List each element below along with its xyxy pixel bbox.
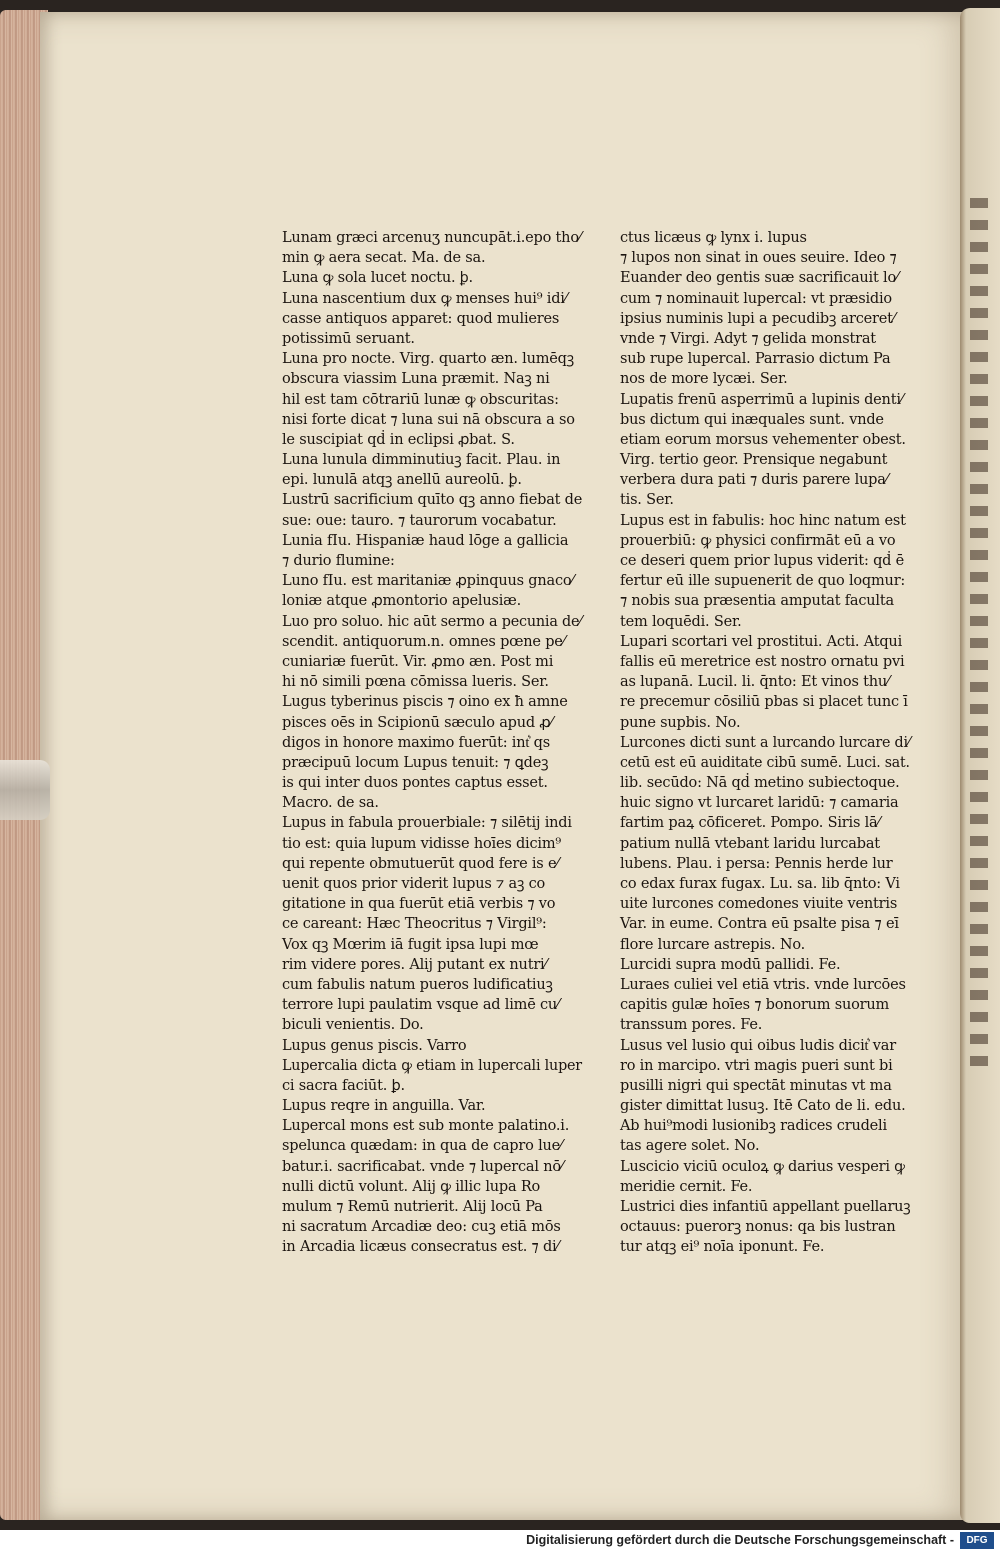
text-line: Macro. de sa. — [282, 795, 379, 812]
facing-page-line — [970, 594, 1000, 604]
text-line: batur.i. sacrificabat. vnde ⁊ lupercal nō⁄ — [282, 1158, 564, 1175]
facing-page-line — [970, 990, 1000, 1000]
facing-page-line — [970, 374, 1000, 384]
text-line: vnde ⁊ Virgi. Adyt ⁊ gelida monstrat — [620, 330, 876, 347]
facing-page-line — [970, 924, 1000, 934]
text-line: meridie cernit. Fe. — [620, 1178, 753, 1195]
text-line: casse antiquos apparet: quod mulieres — [282, 310, 560, 327]
text-line: ci sacra faciūt. ꝧ. — [282, 1077, 405, 1094]
text-line: lib. secūdo: Nā qḋ metino subiectoque. — [620, 775, 900, 792]
text-line: co edax furax fugax. Lu. sa. lib q̄nto: Vi — [620, 876, 900, 892]
text-line: Lupatis frenū asperrimū a lupinis denti⁄ — [620, 391, 903, 408]
text-line: fartim paꝝ cōficeret. Pompo. Siris lā⁄ — [620, 815, 880, 832]
text-line: Lurcidi supra modū pallidi. Fe. — [620, 956, 841, 973]
text-line: ni sacratum Arcadiæ deo: cuꝫ etiā mōs — [282, 1219, 561, 1236]
text-line: Lupari scortari vel prostitui. Acti. Atqui — [620, 633, 903, 650]
text-line: Lupercalia dicta ꝙ etiam in lupercali luper — [282, 1057, 582, 1074]
right-text-column — [620, 228, 910, 1258]
facing-page-line — [970, 528, 1000, 538]
text-line: Lunam græci arcenuʒ nuncupāt.i.epo tho⁄ — [282, 230, 582, 246]
text-line: tem loquēdi. Ser. — [620, 613, 742, 630]
facing-page-line — [970, 946, 1000, 956]
text-line: loniæ atque ꝓmontorio apelusiæ. — [282, 593, 521, 610]
text-line: biculi venientis. Do. — [282, 1017, 424, 1034]
text-line: sue: oue: tauro. ⁊ taurorum vocabatur. — [282, 512, 557, 529]
text-line: præcipuū locum Lupus tenuit: ⁊ ꝗdeꝫ — [282, 754, 549, 771]
text-line: cum ⁊ nominauit lupercal: vt præsidio — [620, 290, 892, 307]
text-line: uenit quos prior viderit lupus ⁊ aꝫ co — [282, 876, 546, 892]
facing-page-line — [970, 682, 1000, 692]
text-line: obscura viassim Luna præmit. Naꝫ ni — [282, 371, 550, 388]
facing-page-edge — [960, 8, 1000, 1523]
text-line: tur atqꝫ ei⁹ noīa iponunt. Fe. — [620, 1239, 825, 1256]
text-line: Lustrici dies infantiū appellant puellaruꝫ — [620, 1199, 911, 1215]
facing-page-line — [970, 550, 1000, 560]
text-line: rim videre pores. Alij putant ex nutri⁄ — [282, 956, 547, 973]
text-line: ipsius numinis lupi a pecudibꝫ arceret⁄ — [620, 310, 896, 327]
footer-bar — [0, 1530, 1000, 1552]
text-line: Lupus in fabula prouerbiale: ⁊ silētij indi — [282, 815, 572, 832]
text-line: nulli dictū volunt. Alij ꝙ illic lupa Ro — [282, 1178, 541, 1195]
text-line: ⁊ durio flumine: — [282, 553, 395, 569]
text-line: Luna ꝙ sola lucet noctu. ꝧ. — [282, 270, 473, 287]
text-line: ce careant: Hæc Theocritus ⁊ Virgil⁹: — [282, 916, 547, 933]
facing-page-line — [970, 1034, 1000, 1044]
facing-page-line — [970, 902, 1000, 912]
facing-page-line — [970, 1012, 1000, 1022]
text-line: prouerbiū: ꝙ physici confirmāt eū a vo — [620, 532, 896, 549]
text-line: Var. in eume. Contra eū psalte pisa ⁊ eī — [620, 916, 899, 933]
text-line: cum fabulis natum pueros ludificatiuꝫ — [282, 976, 553, 993]
facing-page-line — [970, 704, 1000, 714]
text-line: Lupercal mons est sub monte palatino.i. — [282, 1118, 570, 1135]
text-line: ro in marcipo. vtri magis pueri sunt bi — [620, 1057, 893, 1074]
facing-page-line — [970, 1056, 1000, 1066]
text-line: tis. Ser. — [620, 492, 674, 509]
facing-page-line — [970, 418, 1000, 428]
text-line: Virg. tertio geor. Prensique negabunt — [620, 452, 888, 469]
facing-page-line — [970, 286, 1000, 296]
text-line: gister dimittat lusuꝫ. Itē Cato de li. edu. — [620, 1098, 906, 1115]
text-line: pune supbis. No. — [620, 714, 741, 731]
text-line: Luraes culiei vel etiā vtris. vnde lurcōes — [620, 976, 906, 993]
text-line: hil est tam cōtrariū lunæ ꝙ obscuritas: — [282, 391, 559, 408]
left-text-column — [282, 228, 582, 1258]
text-line: Lupus est in fabulis: hoc hinc natum est — [620, 512, 906, 529]
facing-page-line — [970, 220, 1000, 230]
text-line: Luo pro soluo. hic aūt sermo a pecunia de⁄ — [282, 613, 582, 630]
text-line: Ab hui⁹modi lusionibꝫ radices crudeli — [620, 1118, 887, 1135]
text-line: ctus licæus ꝙ lynx i. lupus — [620, 230, 807, 246]
text-line: ce deseri quem prior lupus viderit: qḋ ē — [620, 553, 905, 569]
text-line: Luna nascentium dux ꝙ menses hui⁹ idi⁄ — [282, 290, 567, 307]
text-line: transsum pores. Fe. — [620, 1017, 763, 1034]
page-clip — [0, 760, 50, 820]
text-line: Luno fIu. est maritaniæ ꝓpinquus gnaco⁄ — [282, 573, 574, 590]
text-line: Luna pro nocte. Virg. quarto æn. lumēqꝫ — [282, 351, 574, 368]
facing-page-line — [970, 836, 1000, 846]
text-line: Luscicio viciū oculoꝝ ꝙ darius vesperi ꝙ — [620, 1158, 905, 1175]
text-line: capitis gulæ hoīes ⁊ bonorum suorum — [620, 997, 890, 1014]
text-line: terrore lupi paulatim vsque ad limē cu⁄ — [282, 997, 560, 1014]
text-line: fallis eū meretrice est nostro ornatu pvi — [620, 653, 905, 670]
text-line: re precemur cōsiliū pbas si placet tunc ī — [620, 694, 908, 711]
text-line: in Arcadia licæus consecratus est. ⁊ di⁄ — [282, 1239, 559, 1256]
text-line: spelunca quædam: in qua de capro lue⁄ — [282, 1138, 563, 1155]
text-line: min ꝙ aera secat. Ma. de sa. — [282, 250, 486, 267]
text-line: Lustrū sacrificium quīto qꝫ anno fiebat de — [282, 492, 583, 509]
text-line: potissimū seruant. — [282, 330, 415, 347]
text-line: uite lurcones comedones viuite ventris — [620, 896, 898, 913]
text-line: nos de more lycæi. Ser. — [620, 371, 788, 388]
text-line: bus dictum qui inæquales sunt. vnde — [620, 411, 884, 428]
facing-page-line — [970, 330, 1000, 340]
facing-page-line — [970, 748, 1000, 758]
text-line: Luna lunula dimminutiuꝫ facit. Plau. in — [282, 452, 561, 469]
text-line: cuniariæ fuerūt. Vir. ꝓmo æn. Post mi — [282, 653, 554, 670]
facing-page-line — [970, 880, 1000, 890]
text-line: hi nō simili pœna cōmissa lueris. Ser. — [282, 674, 549, 691]
facing-page-line — [970, 308, 1000, 318]
facing-page-line — [970, 264, 1000, 274]
facing-page-line — [970, 660, 1000, 670]
text-line: gitatione in qua fuerūt etiā verbis ⁊ vo — [282, 896, 556, 913]
text-line: nisi forte dicat ⁊ luna sui nā obscura a so — [282, 411, 575, 428]
text-line: lubens. Plau. i persa: Pennis herde lur — [620, 855, 893, 872]
text-line: epi. lunulā atqꝫ anellū aureolū. ꝧ. — [282, 472, 522, 489]
text-line: etiam eorum morsus vehementer obest. — [620, 431, 906, 448]
facing-page-line — [970, 770, 1000, 780]
facing-page-line — [970, 242, 1000, 252]
text-line: cetū est eū auiditate cibū sumē. Luci. sat. — [620, 754, 910, 771]
facing-page-text-fragments — [970, 198, 1000, 1078]
text-line: verbera dura pati ⁊ duris parere lupa⁄ — [620, 472, 888, 489]
facing-page-line — [970, 462, 1000, 472]
text-line: le suscipiat qḋ in eclipsi ꝓbat. S. — [282, 431, 515, 448]
facing-page-line — [970, 792, 1000, 802]
facing-page-line — [970, 396, 1000, 406]
facing-page-line — [970, 506, 1000, 516]
text-line: ⁊ nobis sua præsentia amputat faculta — [620, 593, 894, 610]
text-line: flore lurcare astrepis. No. — [620, 936, 806, 953]
text-line: fertur eū ille supuenerit de quo loqmur: — [620, 573, 906, 590]
facing-page-line — [970, 814, 1000, 824]
text-line: Vox qꝫ Mœrim iā fugit ipsa lupi mœ — [282, 936, 539, 953]
facing-page-line — [970, 726, 1000, 736]
text-line: tio est: quia lupum vidisse hoīes dicim⁹ — [282, 835, 562, 852]
text-line: pisces oēs in Scipionū sæculo apud ꝓ⁄ — [282, 714, 553, 731]
facing-page-line — [970, 968, 1000, 978]
facing-page-line — [970, 858, 1000, 868]
text-line: sub rupe lupercal. Parrasio dictum Pa — [620, 351, 891, 368]
facing-page-line — [970, 198, 1000, 208]
text-line: Lunia fIu. Hispaniæ haud lōge a gallicia — [282, 532, 569, 549]
text-line: octauus: puerorꝫ nonus: qa bis lustran — [620, 1219, 896, 1236]
text-line: Lupus reqre in anguilla. Var. — [282, 1098, 486, 1115]
facing-page-line — [970, 638, 1000, 648]
text-line: is qui inter duos pontes captus esset. — [282, 775, 548, 792]
facing-page-line — [970, 616, 1000, 626]
dfg-logo: DFG — [960, 1532, 994, 1549]
facing-page-line — [970, 440, 1000, 450]
text-line: ⁊ lupos non sinat in oues seuire. Ideo ⁊ — [620, 250, 897, 267]
text-line: Lurcones dicti sunt a lurcando lurcare di⁄ — [620, 734, 911, 751]
text-line: qui repente obmutuerūt quod fere is e⁄ — [282, 855, 559, 872]
text-line: Lupus genus piscis. Varro — [282, 1037, 467, 1054]
text-line: as lupanā. Lucil. li. q̄nto: Et vinos thu⁄ — [620, 674, 890, 691]
facing-page-line — [970, 572, 1000, 582]
text-line: digos in honore maximo fuerūt: int͛ qs — [282, 734, 550, 751]
text-line: Lusus vel lusio qui oibus ludis dicit͛ var — [620, 1037, 896, 1054]
text-line: scendit. antiquorum.n. omnes pœne pe⁄ — [282, 633, 565, 650]
text-line: Euander deo gentis suæ sacrificauit lo⁄ — [620, 270, 899, 287]
text-line: tas agere solet. No. — [620, 1138, 760, 1155]
text-line: mulum ⁊ Remū nutrierit. Alij locū Pa — [282, 1199, 543, 1215]
text-line: huic signo vt lurcaret laridū: ⁊ camaria — [620, 795, 899, 812]
text-line: pusilli nigri qui spectāt minutas vt ma — [620, 1077, 892, 1094]
facing-page-line — [970, 352, 1000, 362]
facing-page-line — [970, 484, 1000, 494]
text-line: Lugus tyberinus piscis ⁊ oino ex ħ amne — [282, 694, 568, 711]
text-line: patium nullā vtebant laridu lurcabat — [620, 835, 880, 852]
footer-credit: Digitalisierung gefördert durch die Deutsche Forschungsgemeinschaft - — [526, 1533, 954, 1547]
